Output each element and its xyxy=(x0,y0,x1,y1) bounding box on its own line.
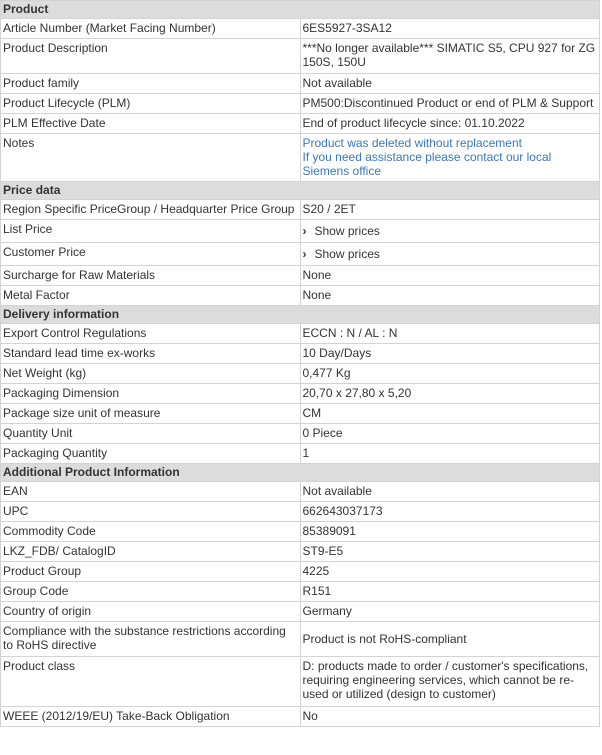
show-prices-text: Show prices xyxy=(314,223,380,238)
section-header-price xyxy=(1,182,600,200)
product-lifecycle-value: PM500:Discontinued Product or end of PLM & Support xyxy=(300,94,600,114)
table-row xyxy=(1,522,600,542)
surcharge-label: Surcharge for Raw Materials xyxy=(1,266,301,286)
chevron-right-icon: › xyxy=(302,223,307,238)
package-size-unit-value: CM xyxy=(300,404,600,424)
table-row xyxy=(1,602,600,622)
packaging-quantity-value: 1 xyxy=(300,444,600,464)
group-code-value: R151 xyxy=(300,582,600,602)
packaging-dimension-value: 20,70 x 27,80 x 5,20 xyxy=(300,384,600,404)
product-group-label: Product Group xyxy=(1,562,301,582)
customer-price-show-prices-link[interactable] xyxy=(303,247,380,261)
product-description-value: ***No longer available*** SIMATIC S5, CPU 927 for ZG 150S, 150U xyxy=(300,39,600,74)
metal-factor-label: Metal Factor xyxy=(1,286,301,306)
export-control-value: ECCN : N / AL : N xyxy=(300,324,600,344)
quantity-unit-label: Quantity Unit xyxy=(1,424,301,444)
table-row xyxy=(1,200,600,220)
list-price-label: List Price xyxy=(1,220,301,243)
product-class-label: Product class xyxy=(1,657,301,707)
notes-deleted-text: Product was deleted without replacement xyxy=(302,136,522,150)
section-header-product xyxy=(1,1,600,19)
product-class-value: D: products made to order / customer's specifications, requiring engineering services, which cannot be re-used or utilized (design to customer) xyxy=(300,657,600,707)
weee-label: WEEE (2012/19/EU) Take-Back Obligation xyxy=(1,707,301,727)
net-weight-label: Net Weight (kg) xyxy=(1,364,301,384)
table-row xyxy=(1,344,600,364)
list-price-value xyxy=(300,220,600,243)
table-row xyxy=(1,424,600,444)
article-number-value: 6ES5927-3SA12 xyxy=(300,19,600,39)
commodity-code-value: 85389091 xyxy=(300,522,600,542)
notes-value xyxy=(300,134,600,182)
package-size-unit-label: Package size unit of measure xyxy=(1,404,301,424)
table-row xyxy=(1,94,600,114)
country-of-origin-value: Germany xyxy=(300,602,600,622)
price-group-value: S20 / 2ET xyxy=(300,200,600,220)
section-header-additional xyxy=(1,464,600,482)
plm-effective-date-label: PLM Effective Date xyxy=(1,114,301,134)
packaging-dimension-label: Packaging Dimension xyxy=(1,384,301,404)
chevron-right-icon: › xyxy=(302,246,307,261)
table-row xyxy=(1,542,600,562)
commodity-code-label: Commodity Code xyxy=(1,522,301,542)
table-row xyxy=(1,364,600,384)
rohs-compliance-label: Compliance with the substance restrictions according to RoHS directive xyxy=(1,622,301,657)
table-row xyxy=(1,39,600,74)
contact-siemens-link[interactable]: If you need assistance please contact our local Siemens office xyxy=(302,150,552,178)
table-row xyxy=(1,444,600,464)
upc-value: 662643037173 xyxy=(300,502,600,522)
table-row xyxy=(1,562,600,582)
table-row xyxy=(1,622,600,657)
table-row xyxy=(1,286,600,306)
lead-time-value: 10 Day/Days xyxy=(300,344,600,364)
table-row xyxy=(1,657,600,707)
ean-label: EAN xyxy=(1,482,301,502)
product-description-label: Product Description xyxy=(1,39,301,74)
catalog-id-label: LKZ_FDB/ CatalogID xyxy=(1,542,301,562)
section-header-delivery xyxy=(1,306,600,324)
table-row xyxy=(1,74,600,94)
quantity-unit-value: 0 Piece xyxy=(300,424,600,444)
table-row xyxy=(1,404,600,424)
table-row xyxy=(1,19,600,39)
table-row xyxy=(1,243,600,266)
packaging-quantity-label: Packaging Quantity xyxy=(1,444,301,464)
upc-label: UPC xyxy=(1,502,301,522)
lead-time-label: Standard lead time ex-works xyxy=(1,344,301,364)
product-lifecycle-label: Product Lifecycle (PLM) xyxy=(1,94,301,114)
catalog-id-value: ST9-E5 xyxy=(300,542,600,562)
net-weight-value: 0,477 Kg xyxy=(300,364,600,384)
notes-label: Notes xyxy=(1,134,301,182)
table-row xyxy=(1,502,600,522)
product-family-label: Product family xyxy=(1,74,301,94)
section-title: Delivery information xyxy=(1,306,600,324)
table-row xyxy=(1,707,600,727)
product-family-value: Not available xyxy=(300,74,600,94)
table-row xyxy=(1,266,600,286)
article-number-label: Article Number (Market Facing Number) xyxy=(1,19,301,39)
country-of-origin-label: Country of origin xyxy=(1,602,301,622)
ean-value: Not available xyxy=(300,482,600,502)
customer-price-label: Customer Price xyxy=(1,243,301,266)
section-title: Price data xyxy=(1,182,600,200)
weee-value: No xyxy=(300,707,600,727)
show-prices-text: Show prices xyxy=(314,246,380,261)
section-title: Additional Product Information xyxy=(1,464,600,482)
rohs-compliance-value: Product is not RoHS-compliant xyxy=(300,622,600,657)
customer-price-value xyxy=(300,243,600,266)
table-row xyxy=(1,384,600,404)
section-title: Product xyxy=(1,1,600,19)
table-row xyxy=(1,482,600,502)
table-row xyxy=(1,582,600,602)
list-price-show-prices-link[interactable] xyxy=(303,224,380,238)
metal-factor-value: None xyxy=(300,286,600,306)
surcharge-value: None xyxy=(300,266,600,286)
table-row xyxy=(1,324,600,344)
table-row xyxy=(1,114,600,134)
price-group-label: Region Specific PriceGroup / Headquarter Price Group xyxy=(1,200,301,220)
group-code-label: Group Code xyxy=(1,582,301,602)
export-control-label: Export Control Regulations xyxy=(1,324,301,344)
table-row xyxy=(1,220,600,243)
product-group-value: 4225 xyxy=(300,562,600,582)
table-row xyxy=(1,134,600,182)
plm-effective-date-value: End of product lifecycle since: 01.10.2022 xyxy=(300,114,600,134)
